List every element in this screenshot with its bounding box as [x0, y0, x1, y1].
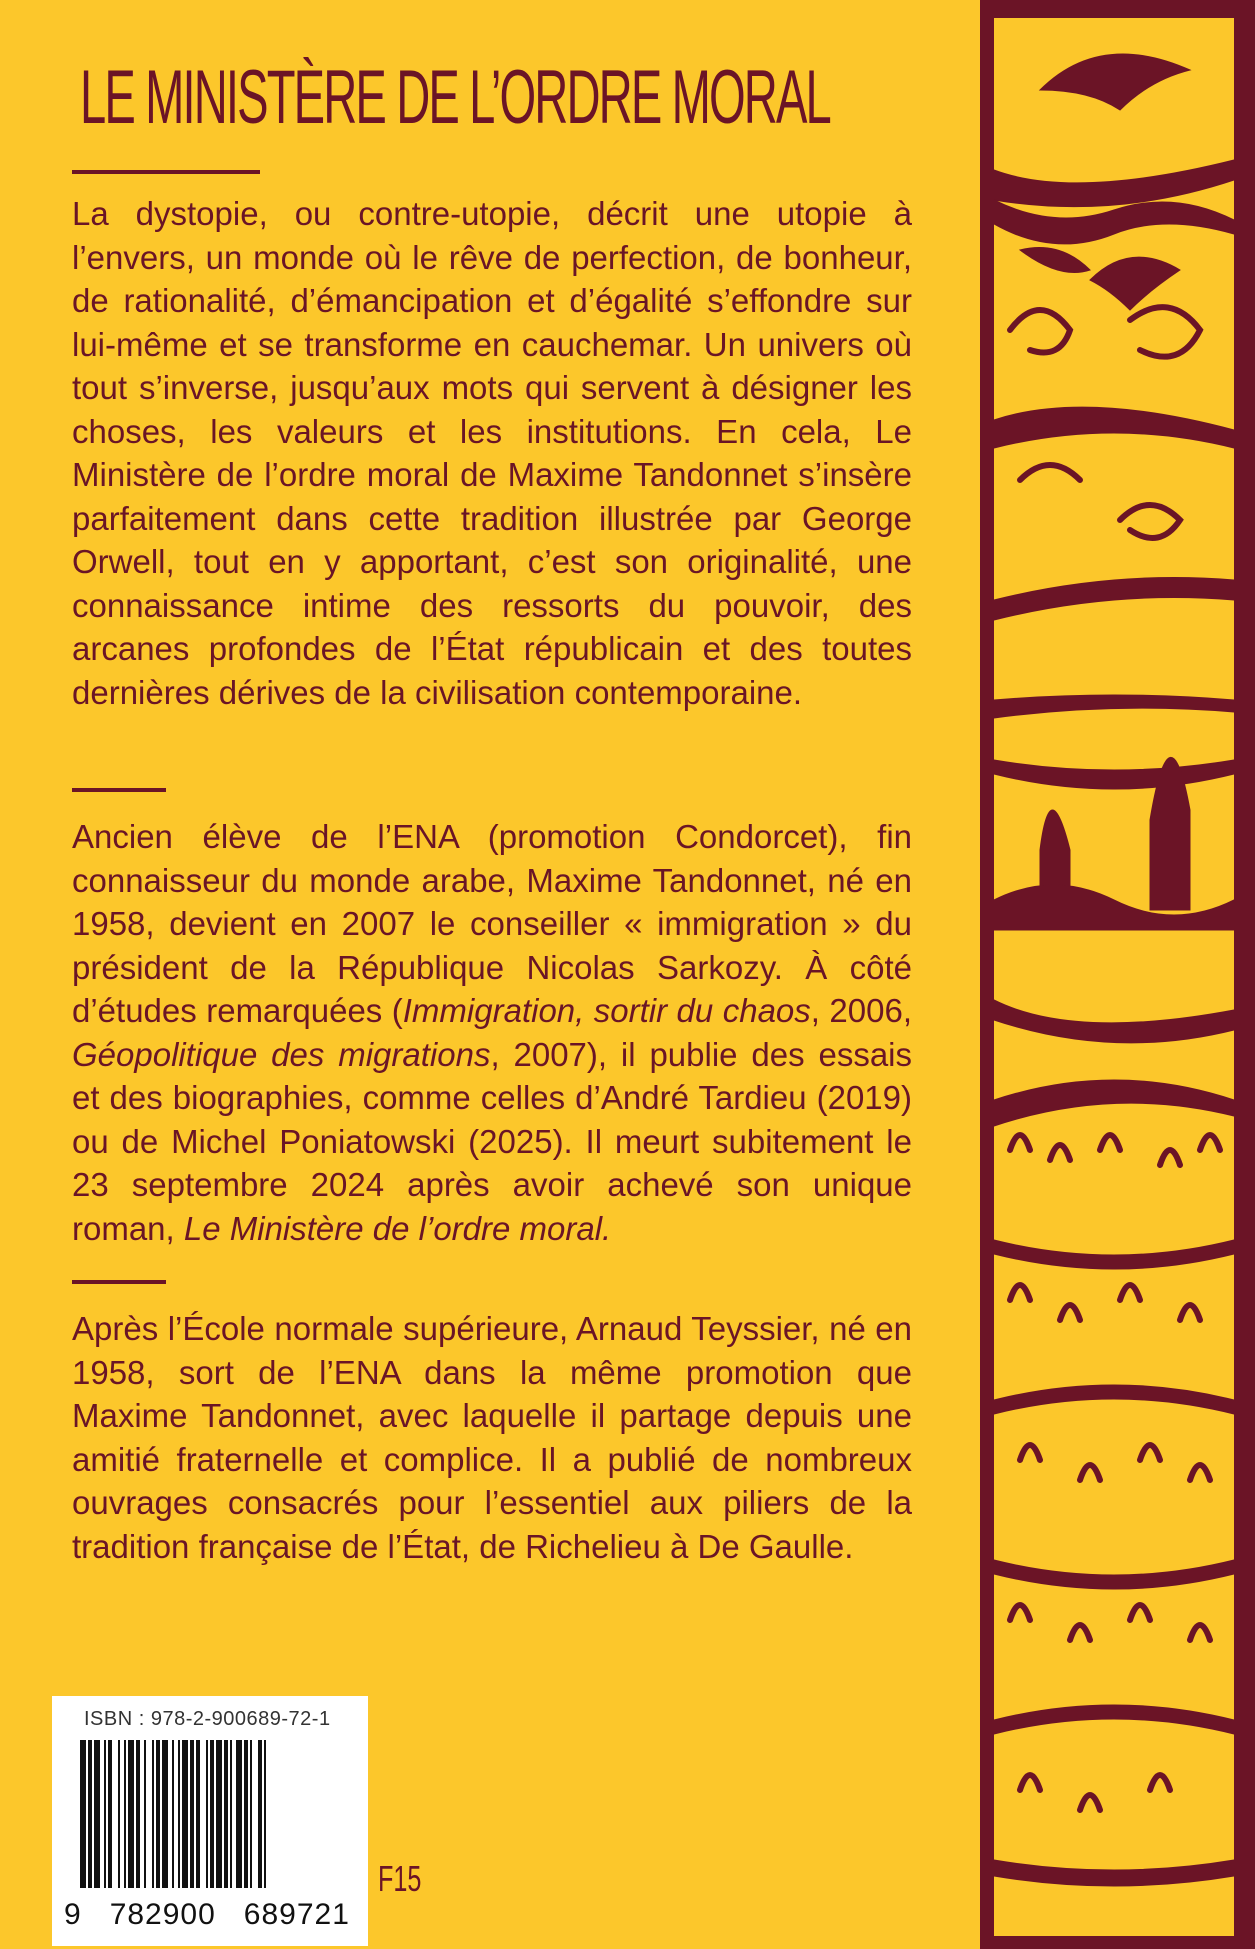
- barcode-bar: [156, 1740, 160, 1888]
- book-title: LE MINISTÈRE DE L’ORDRE MORAL: [80, 55, 830, 140]
- barcode-bar: [104, 1740, 106, 1888]
- barcode-bar: [178, 1740, 180, 1888]
- section-divider-2: [72, 1280, 166, 1284]
- preface-author-paragraph: Après l’École normale supérieure, Arnaud Teyssier, né en 1958, sort de l’ENA dans la même promotion que Maxime Tandonnet, avec laquelle il partage depuis une amitié fraternelle et complice. Il a publié de nombreux ouvrages consacrés pour l’essentiel aux piliers de la tradition française de l’État, de Richelieu à De Gaulle.: [72, 1310, 912, 1565]
- barcode-digits: 9 782900 689721: [64, 1898, 350, 1931]
- barcode-bar: [210, 1740, 214, 1888]
- barcode-bar: [136, 1740, 140, 1888]
- barcode-icon: [80, 1740, 342, 1888]
- bio-title-3: Le Ministère de l’ordre moral.: [183, 1209, 612, 1247]
- barcode-bar: [196, 1740, 200, 1888]
- bio-title-2: Géopolitique des migrations: [72, 1035, 491, 1073]
- bio-text-1: Ancien élève de l’ENA (promotion Condorcet), fin connaisseur du monde arabe, Maxime Tandonnet, né en 1958, devient en 2007 le conseiller « immigration » du président de la République Nicolas Sarkozy. À côté d’études remarquées (: [72, 818, 912, 1029]
- barcode-bar: [124, 1740, 126, 1888]
- barcode-bar: [206, 1740, 208, 1888]
- bio-title-1: Immigration, sortir du chaos: [402, 992, 811, 1029]
- isbn-barcode-box: [52, 1696, 368, 1946]
- barcode-bar: [152, 1740, 154, 1888]
- barcode-bar: [258, 1740, 262, 1888]
- isbn-label: ISBN : 978-2-900689-72-1: [84, 1708, 331, 1730]
- barcode-bar: [172, 1740, 174, 1888]
- barcode-bar: [88, 1740, 92, 1888]
- synopsis-paragraph: La dystopie, ou contre-utopie, décrit une utopie à l’envers, un monde où le rêve de perfection, de bonheur, de rationalité, d’émancipation et d’égalité s’effondre sur lui-même et se transforme en cauchemar. Un univers où tout s’inverse, jusqu’aux mots qui servent à désigner les choses, les valeurs et les institutions. En cela, Le Ministère de l’ordre moral de Maxime Tandonnet s’insère parfaitement dans cette tradition illustrée par George Orwell, tout en y apportant, c’est son originalité, une connaissance intime des ressorts du pouvoir, des arcanes profondes de l’État républicain et des toutes dernières dérives de la civilisation contemporaine.: [72, 195, 912, 711]
- barcode-bar: [94, 1740, 100, 1888]
- barcode-bar: [244, 1740, 248, 1888]
- bio-text-3: , 2007), il publie des essais et des biographies, comme celles d’André Tardieu (2019) ou de Michel Poniatowski (2025). Il meurt subitement le 23 septembre 2024 après avoir achevé son unique roman,: [72, 1035, 913, 1247]
- price-code: F15: [378, 1858, 422, 1899]
- title-divider: [72, 170, 260, 174]
- barcode-bar: [224, 1740, 228, 1888]
- barcode-bar: [118, 1740, 120, 1888]
- barcode-bar: [144, 1740, 146, 1888]
- author-bio-paragraph: [72, 815, 912, 1250]
- section-divider-1: [72, 788, 166, 792]
- barcode-bar: [108, 1740, 112, 1888]
- woodcut-illustration-icon: [980, 0, 1255, 1949]
- barcode-bar: [236, 1740, 242, 1888]
- barcode-bar: [230, 1740, 232, 1888]
- barcode-bar: [182, 1740, 188, 1888]
- bio-text-2: , 2006,: [810, 992, 913, 1029]
- barcode-bar: [190, 1740, 194, 1888]
- barcode-bar: [216, 1740, 222, 1888]
- barcode-bar: [80, 1740, 86, 1888]
- barcode-bar: [264, 1740, 266, 1888]
- barcode-bar: [128, 1740, 134, 1888]
- barcode-bar: [162, 1740, 168, 1888]
- barcode-bar: [250, 1740, 252, 1888]
